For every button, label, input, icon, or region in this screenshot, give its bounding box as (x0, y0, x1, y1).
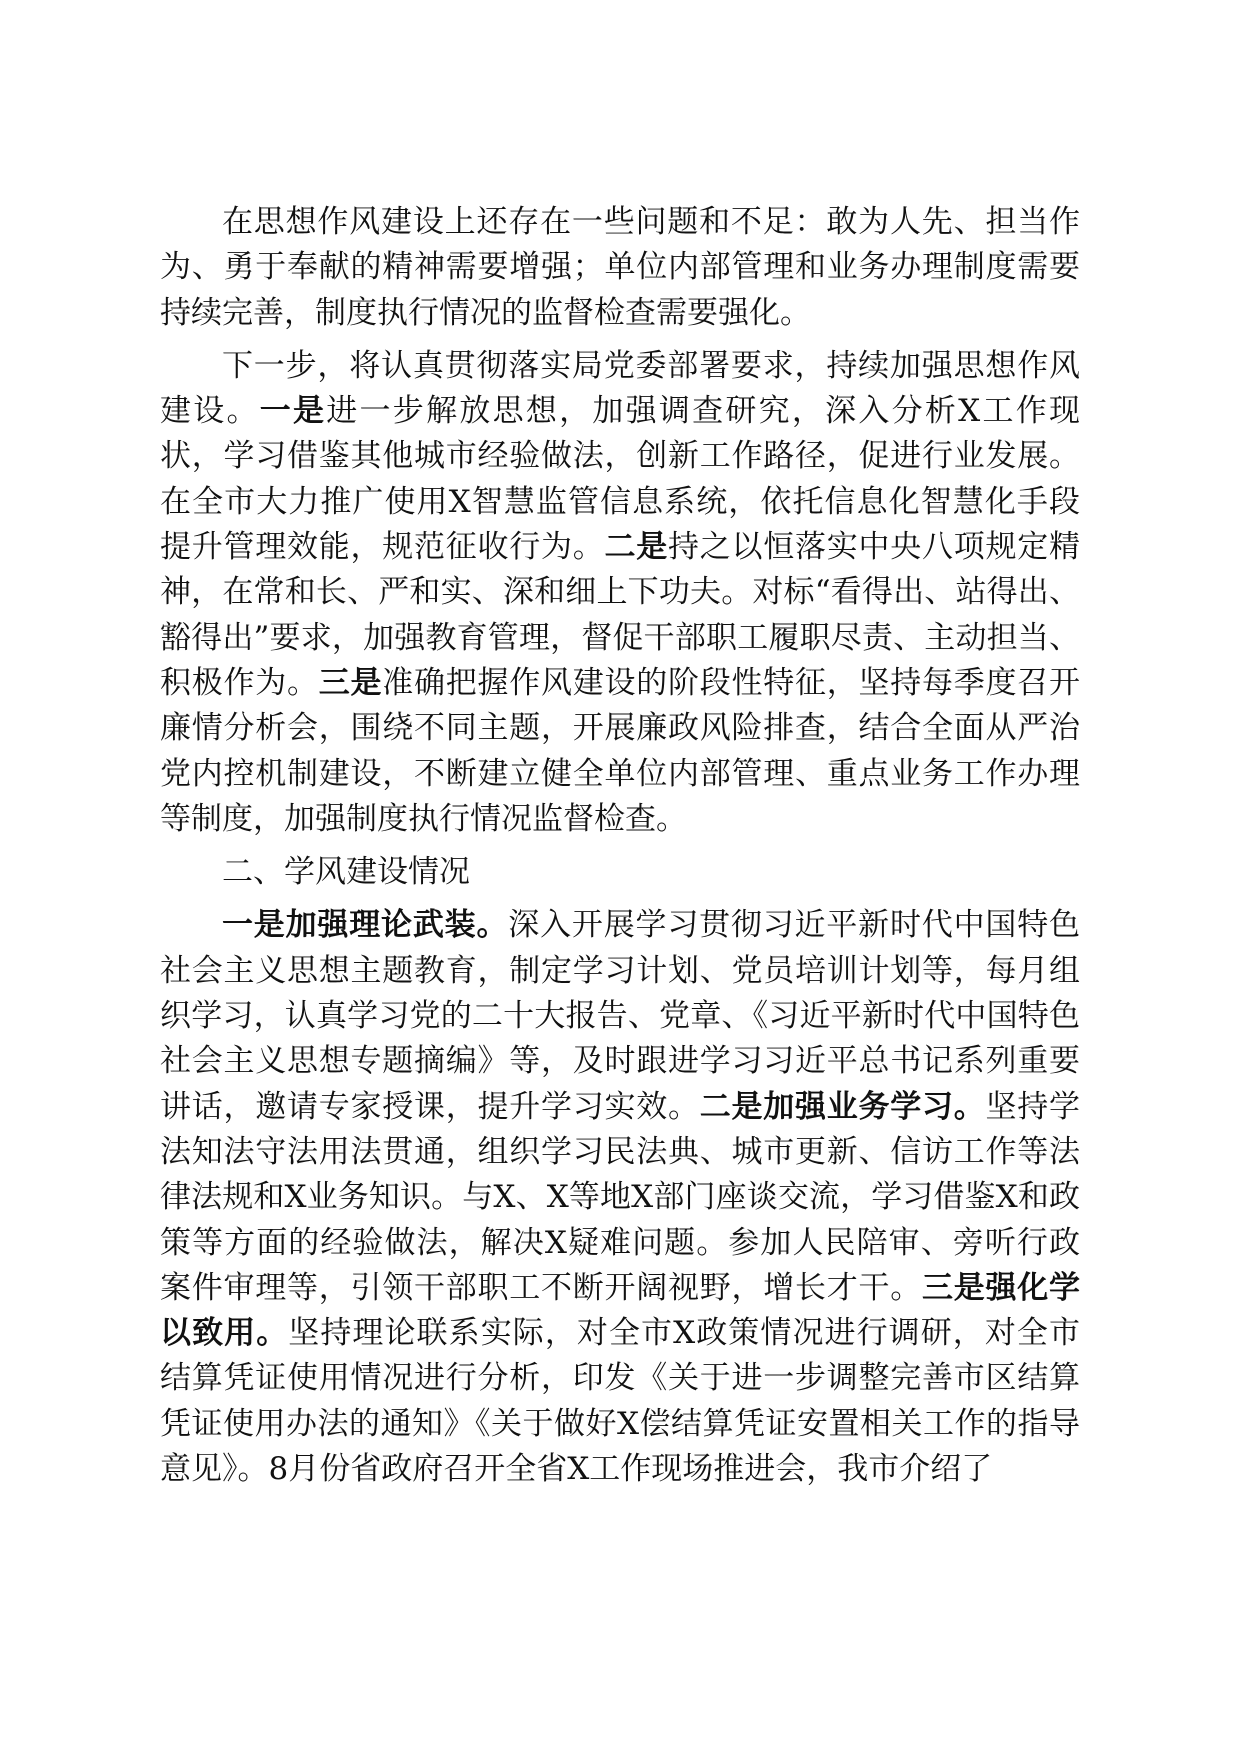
document-page (160, 200, 1080, 1500)
section-heading (160, 850, 1080, 895)
bold-run: 一是 (259, 393, 327, 430)
bold-run: 一是加强理论武装。 (222, 907, 509, 944)
heading-text: 二、学风建设情况 (222, 854, 470, 891)
bold-run: 二是 (604, 529, 668, 566)
text-run: 在思想作风建设上还存在一些问题和不足：敢为人先、担当作为、勇于奉献的精神需要增强；单位内部管理和业务办理制度需要持续完善，制度执行情况的监督检查需要强化。 (160, 204, 1080, 331)
text-run: 进一步解放思想，加强调查研究，深入分析X工作现状，学习借鉴其他城市经验做法，创新工作路径，促进行业发展。在全市大力推广使用X智慧监管信息系统，依托信息化智慧化手段提升管理效能，规范征收行为。 (160, 393, 1081, 566)
text-run: 持之以恒落实中央八项规定精神，在常和长、严和实、深和细上下功夫。对标“看得出、站得出、豁得出”要求，加强教育管理，督促干部职工履职尽责、主动担当、积极作为。 (160, 529, 1080, 701)
bold-run: 二是加强业务学习。 (699, 1088, 986, 1125)
text-run: 坚持学法知法守法用法贯通，组织学习民法典、城市更新、信访工作等法律法规和X业务知识。与X、X等地X部门座谈交流，学习借鉴X和政策等方面的经验做法，解决X疑难问题。参加人民陪审、旁听行政案件审理等，引领干部职工不断开阔视野，增长才干。 (160, 1088, 1080, 1306)
paragraph-next-steps (160, 344, 1080, 842)
text-run: 深入开展学习贯彻习近平新时代中国特色社会主义思想主题教育，制定学习计划、党员培训计划等，每月组织学习，认真学习党的二十大报告、党章、《习近平新时代中国特色社会主义思想专题摘编》等，及时跟进学习习近平总书记系列重要讲话，邀请专家授课，提升学习实效。 (160, 907, 1081, 1125)
paragraph-problems (160, 200, 1080, 336)
text-run: 坚持理论联系实际，对全市X政策情况进行调研，对全市结算凭证使用情况进行分析，印发《关于进一步调整完善市区结算凭证使用办法的通知》《关于做好X偿结算凭证安置相关工作的指导意见》。8月份省政府召开全省X工作现场推进会，我市介绍了 (160, 1315, 1080, 1488)
text-run: 下一步，将认真贯彻落实局党委部署要求，持续加强思想作风建设。 (160, 347, 1080, 430)
text-run: 准确把握作风建设的阶段性特征，坚持每季度召开廉情分析会，围绕不同主题，开展廉政风险排查，结合全面从严治党内控机制建设，不断建立健全单位内部管理、重点业务工作办理等制度，加强制度执行情况监督检查。 (160, 664, 1080, 837)
bold-run: 三是 (318, 664, 383, 701)
bold-run: 三是强化学以致用。 (160, 1269, 1080, 1352)
paragraph-study-style (160, 903, 1080, 1492)
